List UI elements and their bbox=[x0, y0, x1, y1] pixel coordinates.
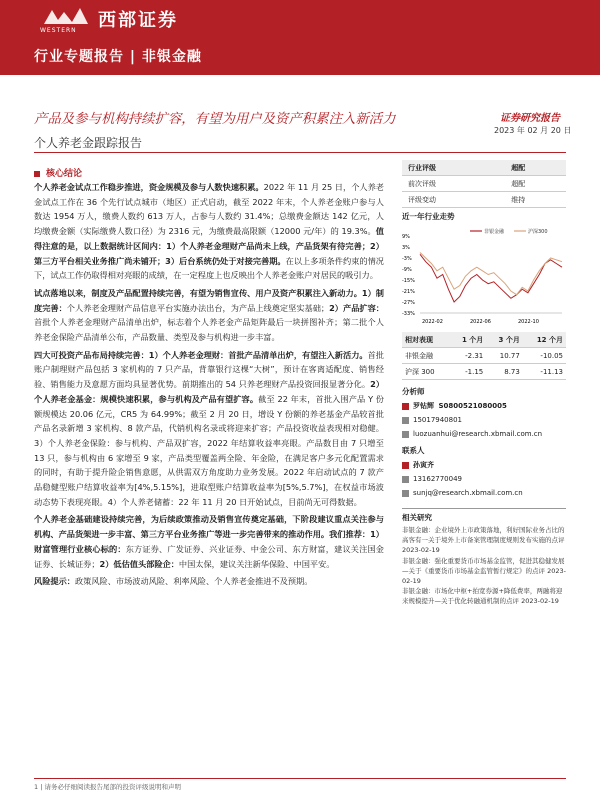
contact-block bbox=[402, 458, 566, 500]
report-section: 行业专题报告 | 非银金融 bbox=[34, 49, 202, 65]
rating-header-row bbox=[402, 160, 566, 176]
x-tick: 2022-02 bbox=[422, 319, 443, 324]
paragraph-text: 东方证券、广发证券、兴业证券、中金公司、东方财富，建议关注国金证券、长城证券； bbox=[34, 543, 384, 569]
y-tick: -15% bbox=[402, 278, 415, 284]
perf-row bbox=[402, 348, 566, 364]
series-line-hs300 bbox=[420, 253, 562, 295]
analyst-name: 罗钻辉 bbox=[413, 402, 434, 410]
y-tick: -21% bbox=[402, 289, 415, 295]
report-title: 产品及参与机构持续扩容，有望为用户及资产积累注入新活力 bbox=[34, 112, 396, 127]
paragraph bbox=[34, 180, 384, 283]
paragraph-lead: 个人养老金试点工作稳步推进，资金规模及参与人数快速积累。 bbox=[34, 182, 264, 192]
paragraph-text-2: 在以上多项条件约束的情况下，试点工作仍取得相对亮眼的成绩，在一定程度上也反映出个人养老金账户对居民的吸引力。 bbox=[34, 255, 384, 281]
y-tick: -27% bbox=[402, 300, 415, 306]
contact-email-row bbox=[402, 486, 566, 500]
paragraph-lead-2: 2）产品扩容： bbox=[329, 302, 384, 313]
perf-header-cell: 3 个月 bbox=[486, 332, 523, 348]
paragraph-text: 个人养老金理财产品信息平台实施办法出台，为产品上线奠定坚实基础； bbox=[66, 302, 330, 313]
header-band bbox=[0, 0, 600, 75]
trend-chart bbox=[402, 224, 566, 324]
contact-phone-row bbox=[402, 472, 566, 486]
legend-label: 非银金融 bbox=[484, 229, 505, 235]
phone-icon bbox=[402, 417, 409, 424]
person-icon bbox=[402, 462, 409, 469]
perf-cell: 8.73 bbox=[486, 364, 523, 380]
divider bbox=[34, 152, 566, 153]
footer-note: 1 | 请务必仔细阅读报告尾部的投资评级说明和声明 bbox=[34, 783, 181, 791]
paragraph-text-2: 中国太保，建议关注新华保险、中国平安。 bbox=[178, 558, 335, 569]
related-item[interactable]: 非银金融：强化重要货币市场基金监管，促进其稳健发展—关于《重要货币市场基金监管暂行规定》的点评 2023-02-19 bbox=[402, 556, 566, 586]
paragraph-lead: 四大可投资产品布局持续完善：1）个人养老金理财：首批产品清单出炉，有望注入新活力。 bbox=[34, 349, 368, 360]
contact-phone: 13162770049 bbox=[413, 475, 462, 483]
perf-cell: -10.05 bbox=[523, 348, 566, 364]
perf-cell: 非银金融 bbox=[402, 348, 450, 364]
rating-header-cell: 超配 bbox=[505, 160, 566, 176]
y-tick: -33% bbox=[402, 311, 415, 317]
rating-cell: 前次评级 bbox=[402, 176, 505, 192]
rating-table bbox=[402, 160, 566, 208]
brand-en: WESTERN bbox=[40, 27, 77, 34]
report-date: 2023 年 02 月 20 日 bbox=[494, 126, 572, 135]
paragraph-lead: 风险提示： bbox=[34, 576, 75, 587]
paragraph-lead-2: 2）个人养老金基金：规模快速积累，参与机构及产品有望扩容。 bbox=[34, 379, 385, 404]
paragraph bbox=[34, 348, 384, 510]
rating-cell: 评级变动 bbox=[402, 192, 505, 208]
y-tick: -9% bbox=[402, 267, 412, 273]
paragraph bbox=[34, 512, 384, 571]
perf-header-cell: 12 个月 bbox=[523, 332, 566, 348]
trend-title: 近一年行业走势 bbox=[402, 212, 455, 221]
sidebar bbox=[402, 160, 566, 607]
analyst-phone-row bbox=[402, 413, 566, 427]
related-list bbox=[402, 525, 566, 607]
related-item[interactable]: 非银金融：企业境外上市政策落地，利好国际业务占比的高客有一关于境外上市备案管理制度规则发布实施的点评 2023-02-19 bbox=[402, 526, 565, 555]
brand-name: 西部证券 bbox=[98, 10, 178, 31]
bullet-icon bbox=[34, 171, 40, 177]
series-line-nonbank bbox=[420, 254, 562, 302]
perf-cell: 10.77 bbox=[486, 348, 523, 364]
rating-cell: 超配 bbox=[505, 176, 566, 192]
highlights-label bbox=[34, 166, 82, 179]
rating-row bbox=[402, 192, 566, 208]
paragraph bbox=[34, 574, 384, 589]
analyst-email[interactable]: luozuanhui@research.xbmail.com.cn bbox=[413, 430, 543, 438]
perf-cell: -11.13 bbox=[523, 364, 566, 380]
paragraph bbox=[34, 286, 384, 345]
perf-header-cell: 1 个月 bbox=[450, 332, 487, 348]
email-icon bbox=[402, 490, 409, 497]
paragraph-text-2: 首批个人养老金理财产品清单出炉，标志着个人养老金产品矩阵最后一块拼图补齐；第二批个人养老金保险产品清单公布，产品数量、类型及参与机构进一步丰富。 bbox=[34, 317, 384, 343]
paragraph-text-2: 截至 22 年末，首批入围产品 Y 份额规模达 20.06 亿元，CR5 为 64.99%；截至 2 月 20 日，增设 Y 份额的养老基金产品较首批产品名录新增 3 家机构、8 款产品，代销机构名录或将迎来扩容；产品投资收益表现相对稳健。3）个人养老金保险：参与机构、产品双扩容，2022 年结算收益率亮眼。产品数目由 7 只增至 13 只，参与机构由 6 家增至 9 家，产品类型覆盖两全险、年金险，在满足客户多元化配置需求的同时，有助于提升险企销售意愿，从供需双方角度助力业务发展。2022 年启动试点的 7 款产品稳健型账户结算收益率为[4%,5.15%]，进取型账户结算收益率为[5%,5.7%]，在权益市场波动态势下表现亮眼。4）个人养老储蓄：22 年 11 月 20 日开始试点，目前尚无可得数据。 bbox=[34, 393, 384, 507]
related-title: 相关研究 bbox=[402, 508, 566, 523]
perf-cell: -2.31 bbox=[450, 348, 487, 364]
analyst-name-row bbox=[402, 399, 566, 413]
contact-name: 孙寅齐 bbox=[413, 461, 434, 469]
perf-header-row bbox=[402, 332, 566, 348]
person-icon bbox=[402, 403, 409, 410]
rating-row bbox=[402, 176, 566, 192]
paragraph-text: 政策风险、市场波动风险、利率风险、个人养老金推进不及预期。 bbox=[74, 576, 313, 587]
report-subtitle: 个人养老金跟踪报告 bbox=[34, 136, 143, 150]
report-tag: 证券研究报告 bbox=[500, 113, 560, 124]
contact-title: 联系人 bbox=[402, 446, 425, 455]
y-tick: 3% bbox=[402, 245, 410, 251]
related-item[interactable]: 非银金融：市场化中枢+拍宽券源+降低费率，两融将迎来规模提升—关于优化转融通机制的点评 2023-02-19 bbox=[402, 587, 563, 606]
company-logo-icon bbox=[42, 6, 90, 28]
legend-label: 沪深300 bbox=[528, 229, 548, 235]
paragraph-lead-2: 值得注意的是，以上数据统计区间内：1）个人养老金理财产品尚未上线，产品货架有待完善；2）第三方平台相关业务推广尚未铺开；3）后台系统仍处于对接完善期。 bbox=[34, 226, 384, 266]
analyst-block bbox=[402, 399, 566, 441]
paragraph-lead: 个人养老金基础建设持续完善，为后续政策推动及销售宣传奠定基础，下阶段建议重点关注参与机构、产品货架进一步丰富、第三方平台业务推广等进一步完善带来的推动作用。我们推荐：1）财富管理行业核心标的： bbox=[34, 514, 384, 554]
perf-header-cell: 相对表现 bbox=[402, 332, 450, 348]
main-body bbox=[34, 180, 384, 592]
x-tick: 2022-06 bbox=[470, 319, 491, 324]
rating-cell: 维持 bbox=[505, 192, 566, 208]
y-tick: 9% bbox=[402, 234, 410, 240]
paragraph-text: 2022 年 11 月 25 日，个人养老金试点工作在 36 个先行试点城市（地区）正式启动，截至 2022 年末，个人养老金账户参与人数达 1954 万人，缴费人数约 613 万人，占参与人数约 31.4%；总缴费金额达 142 亿元，人均缴费金额（实际缴费人数口径）为 2316 元，为缴费最高限额（12000 元/年）的 19.3%。 bbox=[34, 182, 384, 237]
perf-row bbox=[402, 364, 566, 380]
analyst-email-row bbox=[402, 427, 566, 441]
phone-icon bbox=[402, 476, 409, 483]
highlights-text: 核心结论 bbox=[46, 169, 83, 179]
analyst-title: 分析师 bbox=[402, 387, 425, 396]
email-icon bbox=[402, 431, 409, 438]
rating-header-cell: 行业评级 bbox=[402, 160, 505, 176]
paragraph-text: 首批账户制理财产品包括 3 家机构的 7 只产品，背靠银行这棵“大树”，预计在客离适配度、销售经验、销售能力及意愿方面均具显著优势。前期推出的 54 只养老理财产品投资回报显著分化。 bbox=[34, 349, 384, 390]
contact-name-row bbox=[402, 458, 566, 472]
x-tick: 2022-10 bbox=[518, 319, 539, 324]
paragraph-lead: 试点落地以来，制度及产品配置持续完善，有望为销售宣传、用户及资产积累注入新动力。1）制度完善： bbox=[34, 287, 384, 313]
paragraph-lead-2: 2）低估值头部险企： bbox=[99, 558, 179, 569]
performance-table bbox=[402, 332, 566, 380]
perf-cell: 沪深 300 bbox=[402, 364, 450, 380]
perf-cell: -1.15 bbox=[450, 364, 487, 380]
y-tick: -3% bbox=[402, 256, 412, 262]
contact-email[interactable]: sunjq@research.xbmail.com.cn bbox=[413, 489, 523, 497]
footer-divider bbox=[34, 778, 566, 779]
analyst-cert: S0800521080005 bbox=[438, 402, 507, 410]
analyst-phone: 15017940801 bbox=[413, 416, 462, 424]
